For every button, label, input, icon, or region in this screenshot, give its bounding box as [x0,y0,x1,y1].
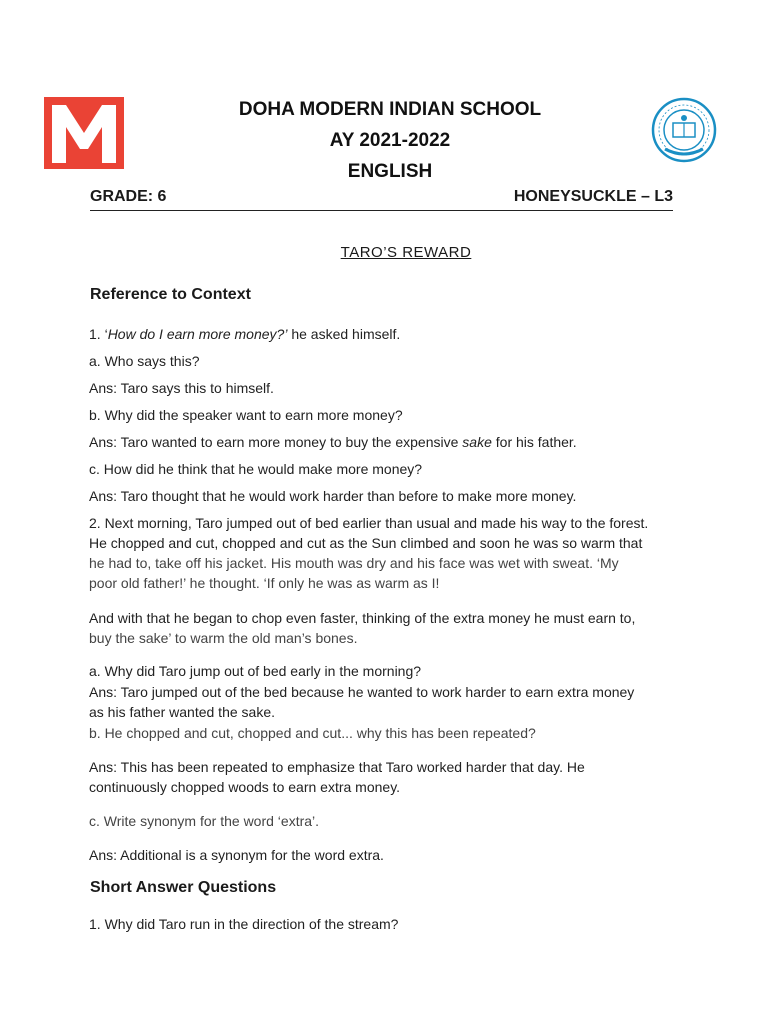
answer-1b [89,432,577,452]
passage-2-line1: 2. Next morning, Taro jumped out of bed earlier than usual and made his way to the forest. [89,515,649,531]
answer-2b-line2: continuously chopped woods to earn extra money. [89,779,401,795]
school-logo [44,97,124,169]
answer-2a-line1: Ans: Taro jumped out of the bed because he wanted to work harder to earn extra money [89,684,635,700]
q1-prefix: 1. ‘ [89,326,108,342]
q1-quote: How do I earn more money?’ [107,326,288,342]
passage-2-line3: he had to, take off his jacket. His mouth was dry and his face was wet with sweat. ‘My [89,555,619,571]
question-1c: c. How did he think that he would make more money? [89,461,423,477]
lesson-label: HONEYSUCKLE – L3 [513,188,673,205]
question-2a: a. Why did Taro jump out of bed early in the morning? [89,663,422,679]
answer-1b-italic: sake [462,434,492,450]
board-seal-icon [651,97,717,163]
answer-1b-text: Ans: Taro wanted to earn more money to buy the expensive [89,434,463,450]
answer-2c: Ans: Additional is a synonym for the word extra. [89,847,384,863]
q1-suffix: he asked himself. [287,326,401,342]
board-seal [651,97,717,163]
question-1b: b. Why did the speaker want to earn more money? [89,407,403,423]
school-heading [190,94,590,187]
lesson-title: TARO’S REWARD [340,244,472,261]
passage-2-para2-line1: And with that he began to chop even faster, thinking of the extra money he must earn to, [89,610,636,626]
answer-2a-line2: as his father wanted the sake. [89,704,275,720]
subject-name: ENGLISH [347,161,433,182]
grade-label: GRADE: 6 [90,188,167,205]
short-answer-question-1: 1. Why did Taro run in the direction of the stream? [89,916,399,932]
school-name: DOHA MODERN INDIAN SCHOOL [238,99,542,120]
answer-1b-end: for his father. [491,434,577,450]
passage-2-line2: He chopped and cut, chopped and cut as the Sun climbed and soon he was so warm that [89,535,643,551]
passage-2-line4: poor old father!’ he thought. ‘If only he was as warm as I! [89,575,440,591]
question-1a: a. Who says this? [89,353,200,369]
question-2c: c. Write synonym for the word ‘extra’. [89,813,320,829]
grade-row [90,188,673,211]
answer-1c: Ans: Taro thought that he would work harder than before to make more money. [89,488,577,504]
question-2b: b. He chopped and cut, chopped and cut... why this has been repeated? [89,725,536,741]
section-heading-reference: Reference to Context [90,286,251,303]
answer-1a: Ans: Taro says this to himself. [89,380,274,396]
answer-2b-line1: Ans: This has been repeated to emphasize that Taro worked harder that day. He [89,759,585,775]
section-heading-short-answer: Short Answer Questions [90,879,277,896]
logo-m-icon [44,97,124,169]
academic-year: AY 2021-2022 [329,130,451,151]
question-1 [89,324,400,344]
passage-2-para2-line2: buy the sake’ to warm the old man’s bones. [89,630,358,646]
